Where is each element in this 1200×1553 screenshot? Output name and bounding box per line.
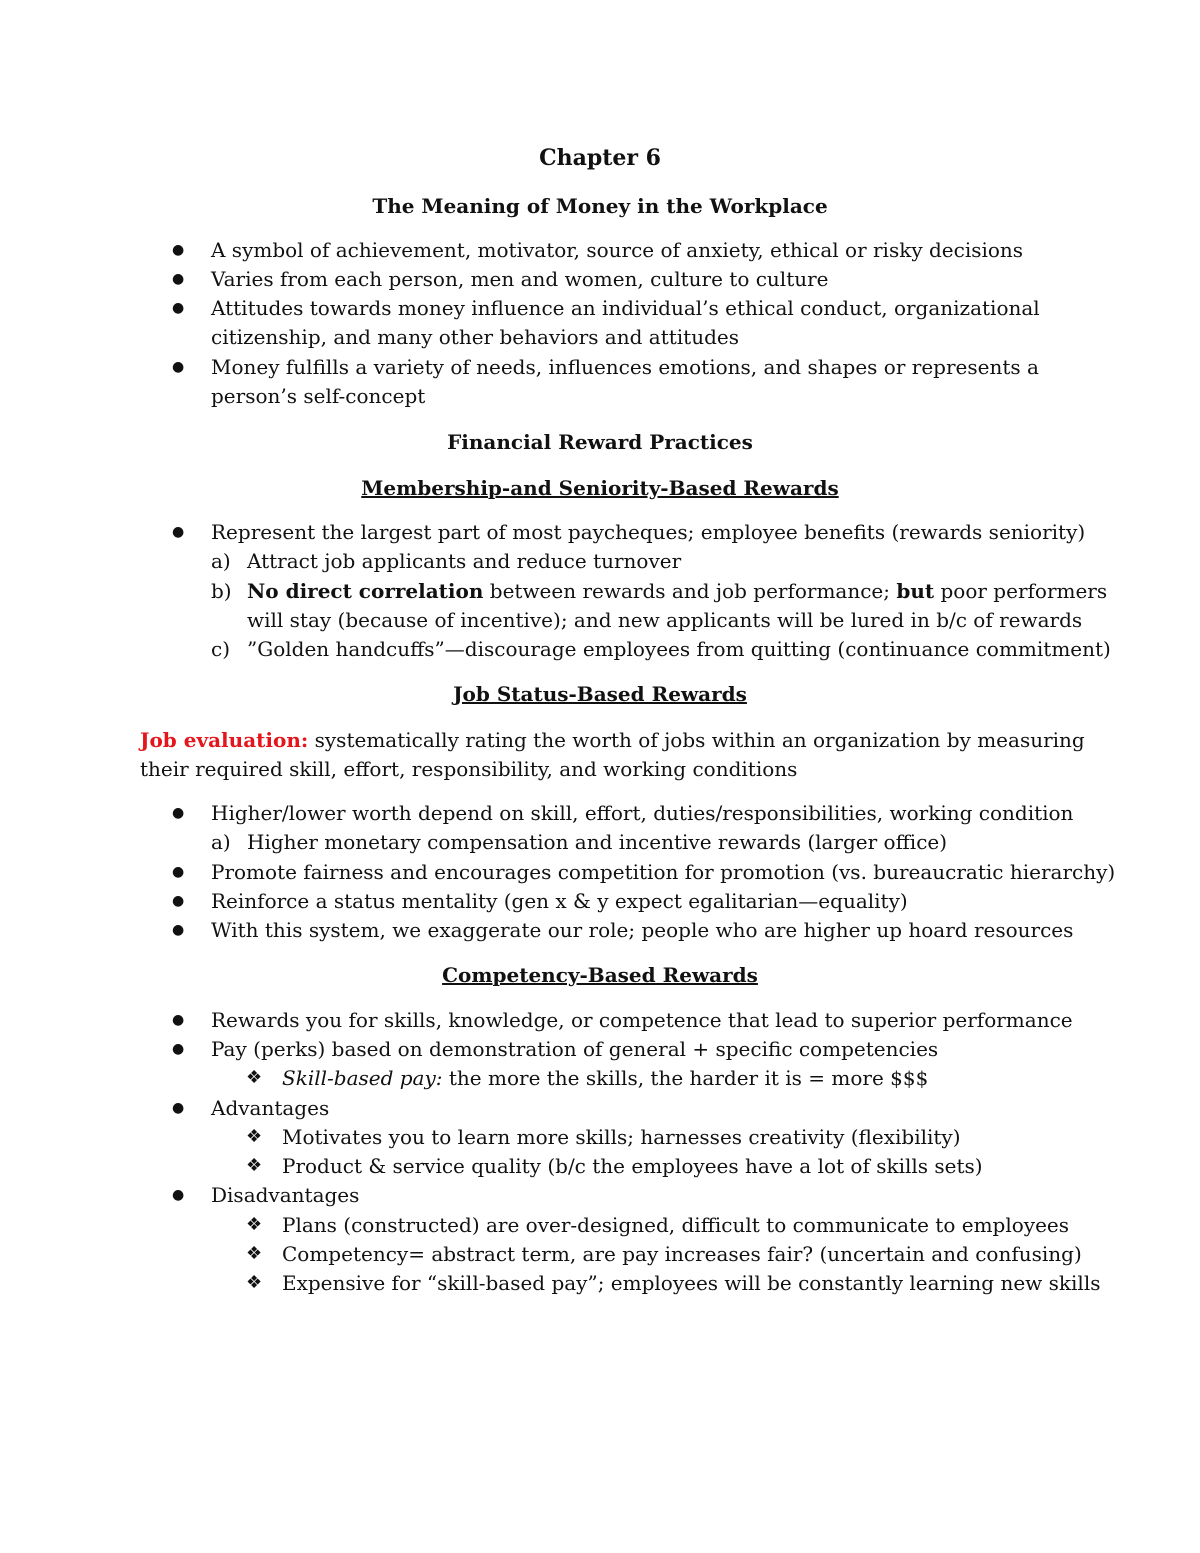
subheading-competency: Competency-Based Rewards <box>442 963 758 987</box>
sub-list-item: Attract job applicants and reduce turnover <box>247 549 682 573</box>
sub-list-item: Expensive for “skill-based pay”; employees will be constantly learning new skills <box>282 1271 1101 1295</box>
bullet-icon: ● <box>172 805 185 821</box>
list-item: A symbol of achievement, motivator, source of anxiety, ethical or risky decisions <box>211 238 1024 262</box>
bullet-icon: ● <box>172 893 185 909</box>
section-heading-financial-reward-practices: Financial Reward Practices <box>447 430 753 454</box>
list-item: Pay (perks) based on demonstration of general + specific competencies <box>211 1037 939 1061</box>
sub-list-text: between rewards and job performance; <box>483 579 897 603</box>
list-item: Represent the largest part of most paycheques; employee benefits (rewards seniority) <box>211 520 1086 544</box>
sub-list-item: Higher monetary compensation and incentive rewards (larger office) <box>247 830 948 854</box>
sub-list-item: ”Golden handcuffs”—discourage employees from quitting (continuance commitment) <box>247 637 1111 661</box>
sub-list-item: Competency= abstract term, are pay increases fair? (uncertain and confusing) <box>282 1242 1082 1266</box>
bullet-icon: ● <box>172 300 185 316</box>
diamond-bullet-icon: ❖ <box>246 1243 263 1264</box>
list-item: Disadvantages <box>211 1183 360 1207</box>
list-marker: b) <box>211 579 232 603</box>
subheading-job-status: Job Status-Based Rewards <box>453 682 747 706</box>
italic-term: Skill-based pay: <box>282 1066 443 1090</box>
diamond-bullet-icon: ❖ <box>246 1126 263 1147</box>
bullet-icon: ● <box>172 359 185 375</box>
diamond-bullet-icon: ❖ <box>246 1067 263 1088</box>
sub-list-item: Product & service quality (b/c the employees have a lot of skills sets) <box>282 1154 983 1178</box>
emphasis-text: No direct correlation <box>247 579 484 603</box>
bullet-icon: ● <box>172 1041 185 1057</box>
list-item: With this system, we exaggerate our role; people who are higher up hoard resources <box>211 918 1074 942</box>
list-item: Advantages <box>211 1096 330 1120</box>
bullet-icon: ● <box>172 271 185 287</box>
definition-line <box>140 726 1085 754</box>
diamond-bullet-icon: ❖ <box>246 1272 263 1293</box>
diamond-bullet-icon: ❖ <box>246 1214 263 1235</box>
emphasis-text: but <box>896 579 935 603</box>
sub-list-text: poor performers <box>934 579 1108 603</box>
list-marker: c) <box>211 637 231 661</box>
sub-list-item-continuation: will stay (because of incentive); and new applicants will be lured in b/c of rewards <box>247 608 1083 632</box>
definition-continuation: their required skill, effort, responsibility, and working conditions <box>140 757 798 781</box>
sub-list-item: Plans (constructed) are over-designed, difficult to communicate to employees <box>282 1213 1070 1237</box>
bullet-icon: ● <box>172 524 185 540</box>
definition-text: systematically rating the worth of jobs within an organization by measuring <box>308 728 1085 752</box>
list-marker: a) <box>211 830 231 854</box>
bullet-icon: ● <box>172 1012 185 1028</box>
list-item: Promote fairness and encourages competition for promotion (vs. bureaucratic hierarchy) <box>211 860 1116 884</box>
sub-list-item <box>282 1064 928 1092</box>
chapter-title: Chapter 6 <box>539 145 661 171</box>
section-heading-meaning-of-money: The Meaning of Money in the Workplace <box>372 194 828 218</box>
list-item: Higher/lower worth depend on skill, effort, duties/responsibilities, working condition <box>211 801 1074 825</box>
sub-list-item: Motivates you to learn more skills; harnesses creativity (flexibility) <box>282 1125 961 1149</box>
list-marker: a) <box>211 549 231 573</box>
bullet-icon: ● <box>172 922 185 938</box>
bullet-icon: ● <box>172 1187 185 1203</box>
bullet-icon: ● <box>172 242 185 258</box>
subheading-membership-seniority: Membership-and Seniority-Based Rewards <box>361 476 839 500</box>
list-item: Attitudes towards money influence an individual’s ethical conduct, organizational <box>211 296 1040 320</box>
list-item-continuation: person’s self-concept <box>211 384 426 408</box>
definition-term: Job evaluation: <box>140 728 309 752</box>
list-item: Varies from each person, men and women, culture to culture <box>211 267 829 291</box>
list-item: Rewards you for skills, knowledge, or competence that lead to superior performance <box>211 1008 1073 1032</box>
bullet-icon: ● <box>172 1100 185 1116</box>
sub-list-text: the more the skills, the harder it is = more $$$ <box>442 1066 929 1090</box>
diamond-bullet-icon: ❖ <box>246 1155 263 1176</box>
list-item: Money fulfills a variety of needs, influences emotions, and shapes or represents a <box>211 355 1039 379</box>
sub-list-item <box>247 577 1107 605</box>
bullet-icon: ● <box>172 864 185 880</box>
list-item: Reinforce a status mentality (gen x & y expect egalitarian—equality) <box>211 889 908 913</box>
list-item-continuation: citizenship, and many other behaviors and attitudes <box>211 325 739 349</box>
